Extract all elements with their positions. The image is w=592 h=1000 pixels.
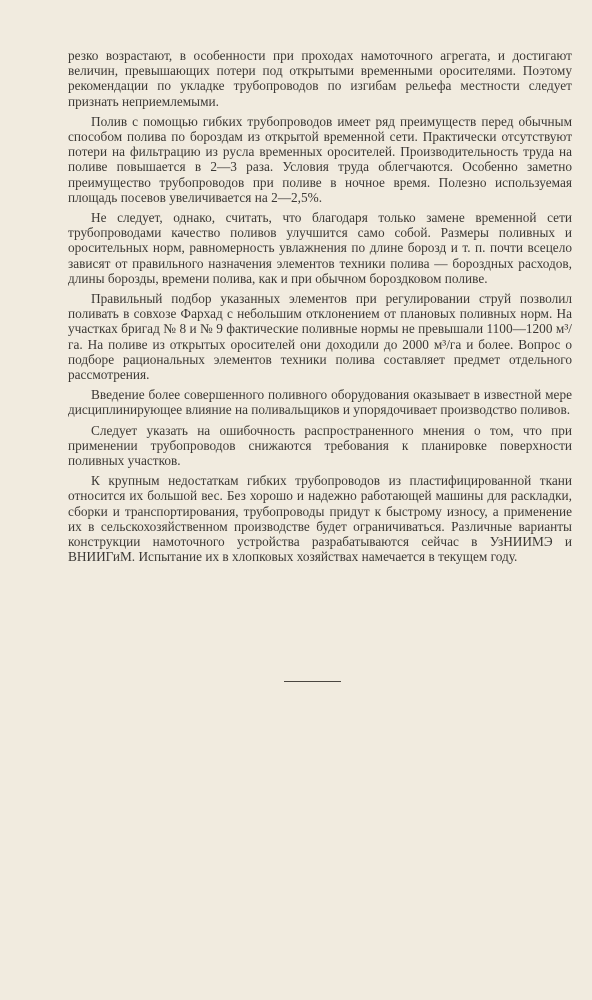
body-text (68, 48, 572, 570)
paragraph-selection: Правильный подбор указанных элементов при регулировании струй позволил поливать в совхозе Фархад с небольшим отклонением от плановых поливных норм. На участках бригад № 8 и № 9 фактические поливные нормы не превышали 1100—1200 м³/га. На поливе из открытых оросителей они доходили до 2000 м³/га и более. Вопрос о подборе рациональных элементов техники полива составляет предмет отдельного рассмотрения. (68, 291, 572, 383)
paragraph-advantages: Полив с помощью гибких трубопроводов имеет ряд преимуществ перед обычным способом полива по бороздам из открытой временной сети. Практически отсутствуют потери на фильтрацию из русла временных оросителей. Производительность труда на поливе повышается в 2—3 раза. Условия труда облегчаются. Особенно заметно преимущество трубопроводов при поливе в ночное время. Полезно используемая площадь посевов увеличивается на 2—2,5%. (68, 113, 572, 205)
paragraph-continuation: резко возрастают, в особенности при проходах намоточного агрегата, и достигают величин, превышающих потери под открытыми временными оросителями. Поэтому рекомендации по укладке трубопроводов по изгибам рельефа местности следует признать неприемлемыми. (68, 48, 572, 109)
paragraph-discipline: Введение более совершенного поливного оборудования оказывает в известной мере дисциплинирующее влияние на поливальщиков и упорядочивает производство поливов. (68, 387, 572, 418)
paragraph-misconception: Следует указать на ошибочность распространенного мнения о том, что при применении трубопроводов снижаются требования к планировке поверхности поливных участков. (68, 422, 572, 469)
paragraph-drawbacks: К крупным недостаткам гибких трубопроводов из пластифицированной ткани относится их большой вес. Без хорошо и надежно работающей машины для раскладки, сборки и транспортирования, трубопроводы придут к быстрому износу, а применение их в сельскохозяйственном производстве будет ограничиваться. Различные варианты конструкции намоточного устройства разрабатываются сейчас в УзНИИМЭ и ВНИИГиМ. Испытание их в хлопковых хозяйствах намечается в текущем году. (68, 473, 572, 565)
paragraph-quality: Не следует, однако, считать, что благодаря только замене временной сети трубопроводами качество поливов улучшится само собой. Размеры поливных и оросительных норм, равномерность увлажнения по длине борозд и т. п. почти всецело зависят от правильного назначения элементов техники полива — бороздных расходов, длины борозды, времени полива, как и при обычном бороздковом поливе. (68, 210, 572, 286)
end-rule (284, 681, 341, 682)
